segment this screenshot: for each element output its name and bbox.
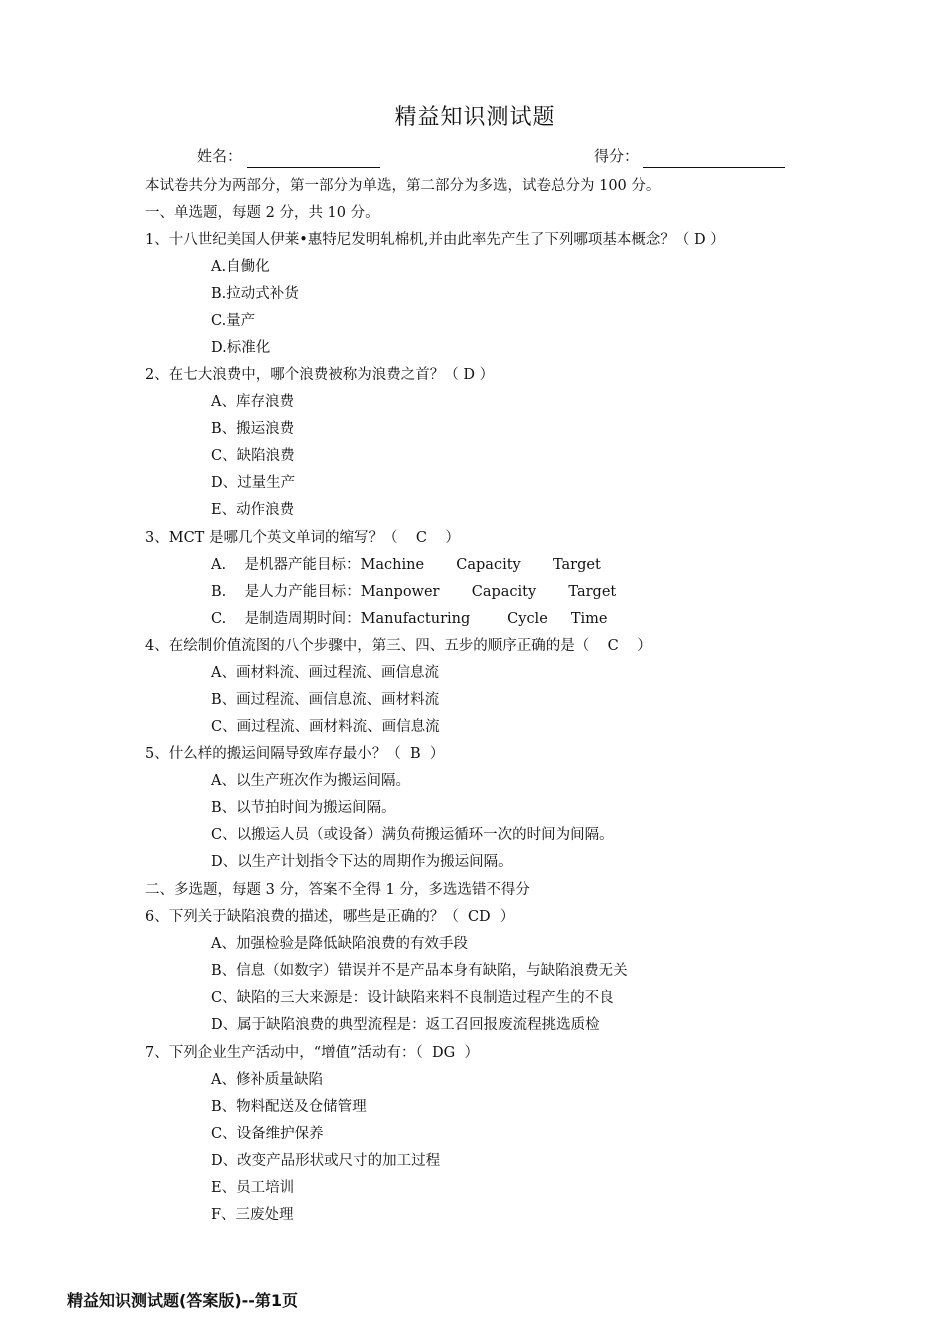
q7-option-f: F、三废处理 xyxy=(211,1207,294,1223)
q6-option-d: D、属于缺陷浪费的典型流程是：返工召回报废流程挑选质检 xyxy=(211,1017,600,1033)
q5-option-d: D、以生产计划指令下达的周期作为搬运间隔。 xyxy=(211,854,513,870)
q2-option-e: E、动作浪费 xyxy=(211,502,295,518)
question-6: 6、下列关于缺陷浪费的描述，哪些是正确的？（ CD ） xyxy=(145,909,515,925)
name-blank-field[interactable] xyxy=(247,167,380,168)
q7-option-e: E、员工培训 xyxy=(211,1180,295,1196)
q3-option-a: A. 是机器产能目标：Machine Capacity Target xyxy=(211,557,601,573)
q1-option-a: A.自働化 xyxy=(211,259,270,275)
q3-option-c: C. 是制造周期时间：Manufacturing Cycle Time xyxy=(211,611,608,627)
q1-option-d: D.标准化 xyxy=(211,340,271,356)
q6-option-b: B、信息（如数字）错误并不是产品本身有缺陷，与缺陷浪费无关 xyxy=(211,963,628,979)
intro-text: 本试卷共分为两部分，第一部分为单选，第二部分为多选，试卷总分为 100 分。 xyxy=(145,178,661,194)
question-7: 7、下列企业生产活动中，“增值”活动有：（ DG ） xyxy=(145,1045,479,1061)
q6-option-c: C、缺陷的三大来源是：设计缺陷来料不良制造过程产生的不良 xyxy=(211,990,614,1006)
q5-option-a: A、以生产班次作为搬运间隔。 xyxy=(211,773,410,789)
q7-option-b: B、物料配送及仓储管理 xyxy=(211,1099,367,1115)
q1-option-c: C.量产 xyxy=(211,313,256,329)
q3-option-b: B. 是人力产能目标：Manpower Capacity Target xyxy=(211,584,617,600)
q7-option-d: D、改变产品形状或尺寸的加工过程 xyxy=(211,1153,441,1169)
section-multiple-choice-heading: 二、多选题，每题 3 分，答案不全得 1 分，多选选错不得分 xyxy=(145,882,530,898)
q1-option-b: B.拉动式补货 xyxy=(211,286,299,302)
page-footer: 精益知识测试题(答案版)--第1页 xyxy=(67,1291,299,1310)
page-title: 精益知识测试题 xyxy=(394,105,556,130)
q7-option-c: C、设备维护保养 xyxy=(211,1126,324,1142)
score-label: 得分： xyxy=(594,147,640,165)
question-1: 1、十八世纪美国人伊莱•惠特尼发明轧棉机,并由此率先产生了下列哪项基本概念？（ D ） xyxy=(145,232,725,248)
score-blank-field[interactable] xyxy=(643,167,785,168)
q4-option-b: B、画过程流、画信息流、画材料流 xyxy=(211,692,440,708)
question-3: 3、MCT 是哪几个英文单词的缩写？（ C ） xyxy=(145,530,460,546)
q4-option-a: A、画材料流、画过程流、画信息流 xyxy=(211,665,439,681)
q2-option-a: A、库存浪费 xyxy=(211,394,294,410)
q5-option-b: B、以节拍时间为搬运间隔。 xyxy=(211,800,396,816)
q2-option-c: C、缺陷浪费 xyxy=(211,448,295,464)
q2-option-b: B、搬运浪费 xyxy=(211,421,295,437)
question-4: 4、在绘制价值流图的八个步骤中，第三、四、五步的顺序正确的是（ C ） xyxy=(145,638,652,654)
q5-option-c: C、以搬运人员（或设备）满负荷搬运循环一次的时间为间隔。 xyxy=(211,827,614,843)
section-single-choice-heading: 一、单选题，每题 2 分，共 10 分。 xyxy=(145,205,380,221)
name-label: 姓名： xyxy=(197,147,243,165)
question-2: 2、在七大浪费中，哪个浪费被称为浪费之首？（ D ） xyxy=(145,367,495,383)
q7-option-a: A、修补质量缺陷 xyxy=(211,1072,323,1088)
q2-option-d: D、过量生产 xyxy=(211,475,296,491)
q6-option-a: A、加强检验是降低缺陷浪费的有效手段 xyxy=(211,936,468,952)
question-5: 5、什么样的搬运间隔导致库存最小？（ B ） xyxy=(145,746,445,762)
q4-option-c: C、画过程流、画材料流、画信息流 xyxy=(211,719,440,735)
